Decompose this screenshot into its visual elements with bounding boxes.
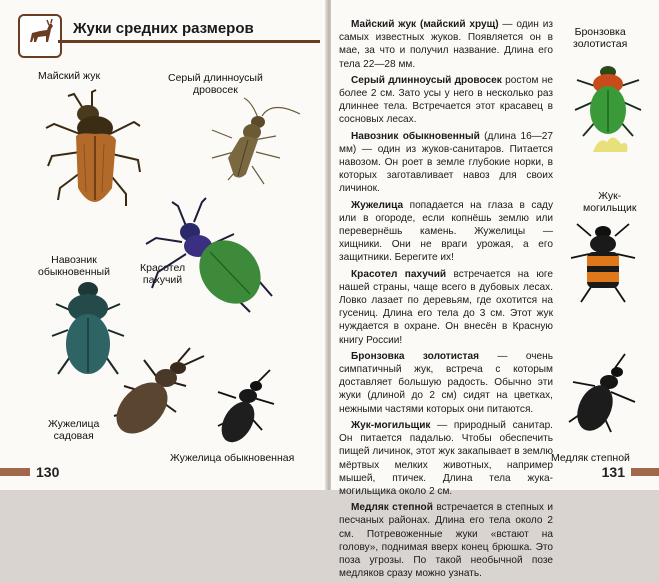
calosoma-illustration [138, 196, 288, 316]
page-number-band-right [631, 468, 659, 476]
term-ground-beetle: Жужелица [351, 199, 404, 211]
section-header [18, 14, 318, 56]
label-rose-line1: Бронзовка [574, 26, 626, 38]
label-calosoma-line2: пахучий [142, 274, 183, 286]
term-dung-beetle: Навозник обыкновенный [351, 130, 480, 142]
garden-ground-beetle-illustration [104, 346, 214, 446]
label-longhorn-line2: дровосек [193, 84, 238, 96]
desc-dung-beetle: (длина 16—27 мм) — один из жуков-санитаров. Питается навозом. Он роет в земле глубокие норки, в которых заготавливает навоз для своих личинок. [339, 130, 553, 195]
blaps-illustration [555, 352, 655, 442]
article-text [339, 18, 553, 583]
desc-rose-chafer: — очень симпатичный жук, встреча с которым доставляет большую радость. Обычно эти жуки (длиной до 2 см) сидят на цветках, нежными частями которых они питаются. [339, 350, 553, 415]
may-beetle-illustration [40, 84, 150, 214]
header-rule [58, 40, 320, 43]
label-burying-line1: Жук- [598, 190, 622, 202]
term-longhorn: Серый длинноусый дровосек [351, 74, 502, 86]
term-may-beetle: Майский жук (майский хрущ) [351, 19, 499, 30]
para-rose-chafer [339, 350, 553, 416]
label-garden-ground [48, 418, 99, 442]
label-burying-line2: могильщик [583, 202, 637, 214]
para-blaps [339, 501, 553, 580]
burying-beetle-illustration [563, 214, 643, 314]
label-longhorn-line1: Серый длинноусый [168, 72, 263, 84]
page-number-left: 130 [36, 464, 60, 480]
desc-blaps: встречается в степных и песчаных районах. Длина его тела около 2 см. Потревоженные жуки «встают на голову», поднимая вверх конец брюшка. Это поза угрозы. По такой необычной позе медляков сразу можно узнать. [339, 502, 553, 580]
desc-burying: — природный санитар. Он питается падалью. Чтобы обеспечить пищей личинок, этот жук закапывает в землю мёртвых мелких животных, например мышей, птичек. Длина тела жука-могильщика около 2 см. [339, 419, 553, 497]
deer-icon [18, 14, 62, 58]
label-blaps: Медляк степной [551, 452, 630, 464]
label-dung-line1: Навозник [51, 254, 97, 266]
label-rose-line2: золотистая [573, 38, 628, 50]
para-may-beetle [339, 18, 553, 71]
term-burying: Жук-могильщик [351, 419, 431, 431]
left-page [0, 0, 327, 490]
label-burying [583, 190, 636, 214]
page-number-band-left [0, 468, 30, 476]
desc-calosoma: встречается на юге нашей страны, чаще всего в дубовых лесах. Ловко лазает по деревьям, где охотится на гусениц. Длина его тела до 3 см. Этот жук нуждается в охране. Он внесён в Красную книгу России! [339, 268, 553, 346]
label-longhorn [168, 72, 263, 96]
label-calosoma-line1: Красотел [140, 262, 186, 274]
para-dung-beetle [339, 130, 553, 196]
term-rose-chafer: Бронзовка золотистая [351, 350, 479, 362]
label-garden-line1: Жужелица [48, 418, 100, 430]
term-blaps: Медляк степной [351, 502, 433, 514]
page-number-right: 131 [601, 464, 625, 480]
longhorn-illustration [192, 96, 302, 196]
right-page [331, 0, 659, 580]
page-title: Жуки средних размеров [73, 20, 254, 37]
desc-longhorn: ростом не более 2 см. Зато усы у него в несколько раз длиннее тела. Встречается этот красавец в сосновых лесах. [339, 74, 553, 126]
para-ground-beetle [339, 199, 553, 265]
para-longhorn [339, 74, 553, 127]
rose-chafer-illustration [563, 56, 653, 156]
term-calosoma: Красотел пахучий [351, 268, 447, 280]
label-common-ground: Жужелица обыкновенная [170, 452, 295, 464]
common-ground-beetle-illustration [212, 368, 282, 448]
label-dung-line2: обыкновенный [38, 266, 110, 278]
desc-ground-beetle: попадается на глаза в саду или в огороде, если копнёшь землю или перевернёшь камень. Жужелицы — хищники. Они не враги урожая, а его защитники. Берегите их! [339, 199, 553, 264]
para-burying [339, 419, 553, 498]
label-garden-line2: садовая [53, 430, 94, 442]
label-rose-chafer [573, 26, 627, 50]
para-calosoma [339, 268, 553, 347]
desc-may-beetle: — один из самых известных жуков. Появляется он в мае, за что и получил название. Длина его тела 22—28 мм. [339, 19, 553, 70]
label-may-beetle: Майский жук [38, 70, 101, 82]
